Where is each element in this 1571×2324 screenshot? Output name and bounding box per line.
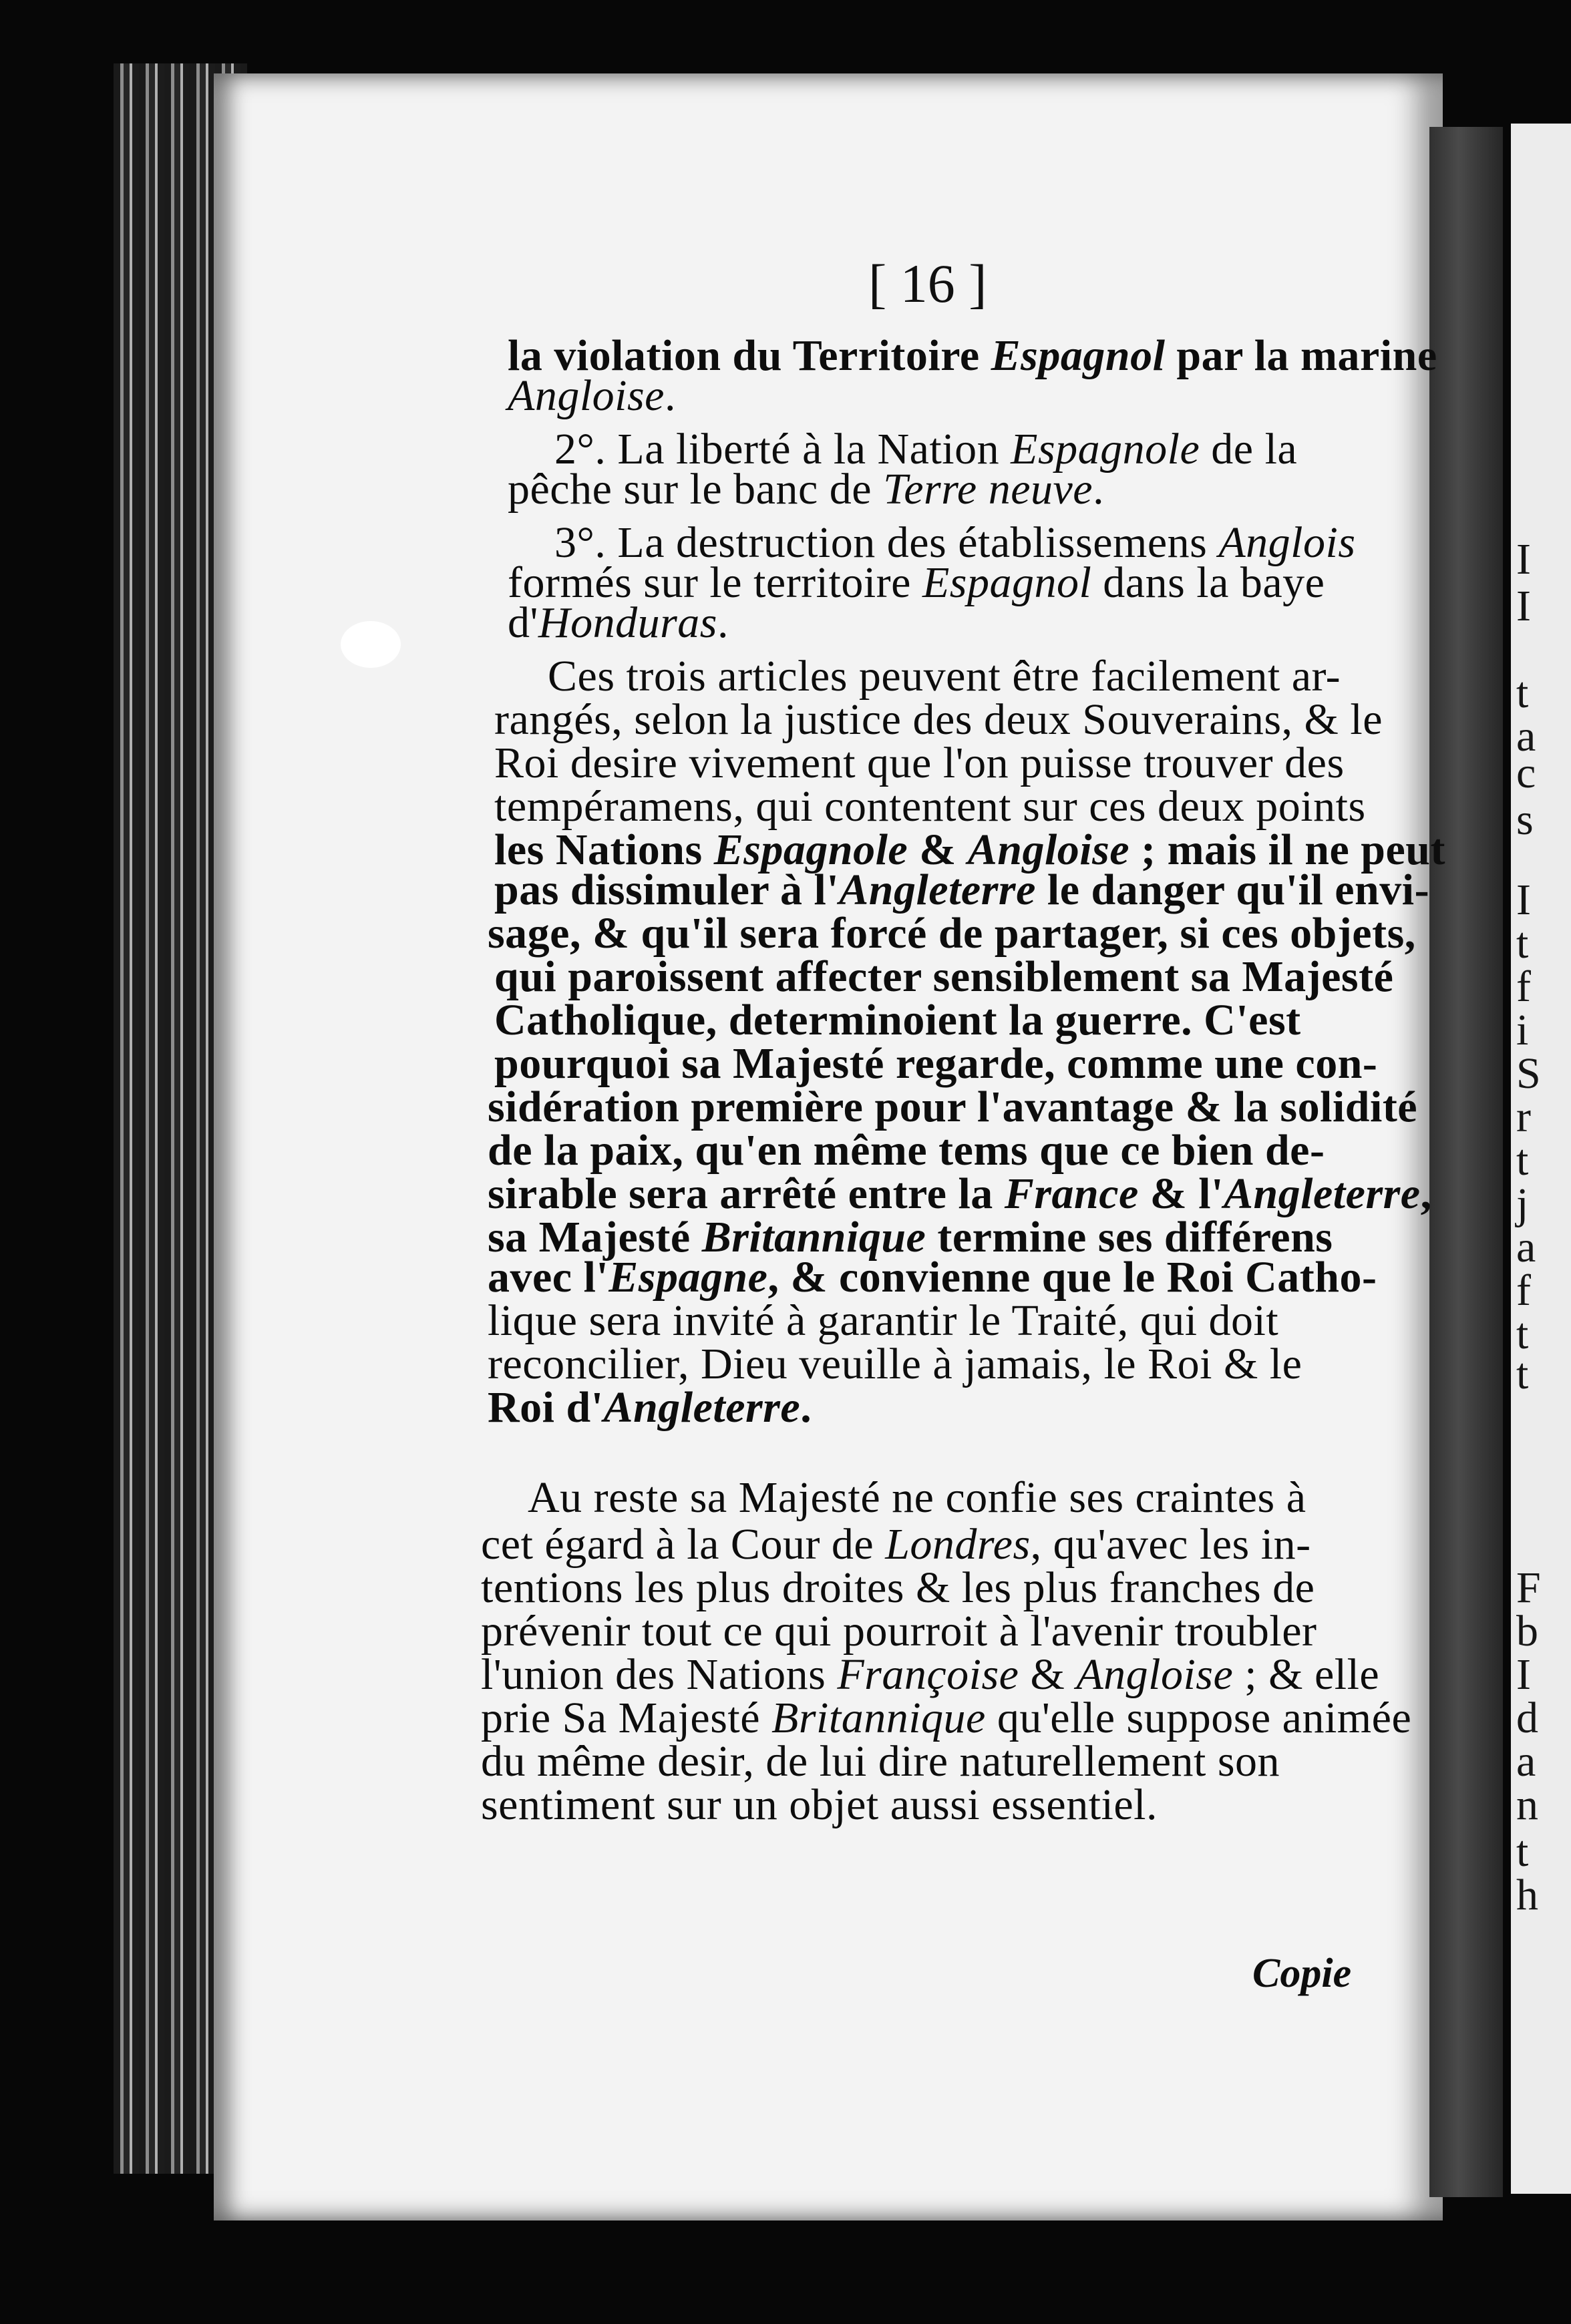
facing-page-letter: h — [1516, 1871, 1538, 1919]
text-line — [481, 1650, 1380, 1699]
italic-text: Espagnol — [991, 331, 1166, 380]
text-span: le danger qu'il envi- — [1035, 865, 1430, 914]
facing-page-letter: I — [1516, 876, 1531, 924]
book-gutter — [1429, 127, 1503, 2197]
text-line — [494, 952, 1394, 1001]
facing-page-letter: j — [1516, 1179, 1529, 1228]
text-span: du même desir, de lui dire naturellement son — [481, 1737, 1280, 1786]
text-span: . — [1093, 465, 1105, 514]
facing-page-letter: c — [1516, 749, 1536, 797]
text-span: tentions les plus droites & les plus franches de — [481, 1563, 1315, 1612]
text-span: Au reste sa Majesté ne confie ses craintes à — [528, 1473, 1306, 1522]
facing-page-letter: r — [1516, 1093, 1531, 1141]
text-line — [494, 695, 1383, 744]
facing-page-letter: a — [1516, 1223, 1536, 1272]
text-line — [494, 782, 1366, 831]
text-span: & — [1019, 1650, 1077, 1699]
text-line — [488, 1342, 1302, 1386]
facing-page-letter: a — [1516, 1737, 1536, 1786]
facing-page-letter: t — [1516, 1136, 1529, 1185]
italic-text: Françoise — [837, 1650, 1019, 1699]
facing-page-letter: n — [1516, 1780, 1538, 1829]
facing-page-letter: t — [1516, 919, 1529, 968]
text-line — [494, 998, 1301, 1042]
text-span: sage, & qu'il sera forcé de partager, si ces objets, — [488, 909, 1416, 958]
text-span: pas dissimuler à l' — [494, 865, 840, 914]
text-line — [488, 1296, 1279, 1345]
text-span: & — [908, 825, 968, 874]
text-span: lique sera invité à garantir le Traité, qui doit — [488, 1296, 1279, 1345]
text-line — [488, 1126, 1325, 1175]
italic-text: Angloise — [1076, 1650, 1234, 1699]
facing-page-letter: t — [1516, 668, 1529, 717]
text-span: sirable sera arrêté entre la — [488, 1169, 1005, 1218]
facing-page-letter: b — [1516, 1607, 1538, 1656]
text-line — [488, 1169, 1432, 1218]
italic-text: Espagnole — [1011, 425, 1200, 473]
paper-speck — [341, 621, 401, 668]
text-line — [488, 909, 1416, 958]
text-line — [481, 1780, 1158, 1829]
text-line — [508, 371, 676, 420]
text-span: ; & elle — [1233, 1650, 1380, 1699]
italic-text: Anglois — [1218, 518, 1356, 567]
text-line — [481, 1737, 1280, 1786]
text-span: sa Majesté — [488, 1213, 702, 1262]
text-span: . — [800, 1383, 812, 1432]
text-span: tempéramens, qui contentent sur ces deux points — [494, 782, 1366, 831]
text-span: Catholique, determinoient la guerre. C'est — [494, 996, 1301, 1044]
text-span: ; mais il ne peut — [1129, 825, 1445, 874]
text-line — [508, 598, 729, 647]
text-span: avec l' — [488, 1253, 609, 1302]
text-span: , qu'avec les in- — [1030, 1520, 1311, 1569]
text-span: la violation du Territoire — [508, 331, 991, 380]
text-line — [481, 1563, 1315, 1612]
italic-text: Britannique — [701, 1213, 926, 1262]
italic-text: Espagnol — [922, 558, 1092, 607]
facing-page-letter: S — [1516, 1049, 1541, 1098]
text-line — [488, 1255, 1377, 1300]
text-line — [494, 741, 1345, 785]
text-span: . — [717, 598, 729, 647]
text-span: qui paroissent affecter sensiblement sa Majesté — [494, 952, 1394, 1001]
text-line — [488, 1383, 812, 1432]
text-span: les Nations — [494, 825, 714, 874]
text-span: pourquoi sa Majesté regarde, comme une con- — [494, 1039, 1378, 1088]
text-line — [494, 865, 1430, 914]
text-span: Roi desire vivement que l'on puisse trouver des — [494, 739, 1345, 787]
facing-page-letter: a — [1516, 712, 1536, 761]
text-span: prévenir tout ce qui pourroit à l'avenir troubler — [481, 1607, 1317, 1656]
italic-text: Angleterre — [603, 1383, 801, 1432]
text-span: Ces trois articles peuvent être facilement ar- — [548, 652, 1341, 701]
facing-page-letter: I — [1516, 1650, 1531, 1699]
text-line — [488, 1085, 1417, 1129]
text-line — [528, 1473, 1306, 1522]
text-span: sentiment sur un objet aussi essentiel. — [481, 1780, 1158, 1829]
facing-page-letter: I — [1516, 535, 1531, 584]
text-line — [481, 1696, 1411, 1740]
catchword: Copie — [1252, 1951, 1352, 1996]
text-span: l'union des Nations — [481, 1650, 838, 1699]
facing-page-letter: f — [1516, 962, 1531, 1011]
text-span: par la marine — [1165, 331, 1437, 380]
text-span: de la — [1200, 425, 1298, 473]
text-span: , — [1420, 1169, 1432, 1218]
text-span: termine ses différens — [926, 1213, 1333, 1262]
italic-text: France — [1004, 1169, 1139, 1218]
text-span: de la paix, qu'en même tems que ce bien de- — [488, 1126, 1325, 1175]
text-span: formés sur le territoire — [508, 558, 922, 607]
text-span: sidération première pour l'avantage & la solidité — [488, 1083, 1418, 1131]
text-span: reconcilier, Dieu veuille à jamais, le Roi & le — [488, 1340, 1302, 1388]
text-line — [481, 1609, 1317, 1654]
text-span: rangés, selon la justice des deux Souverains, & le — [494, 695, 1383, 744]
facing-page-letter: I — [1516, 582, 1531, 630]
facing-page-letter: t — [1516, 1827, 1529, 1876]
italic-text: Honduras — [538, 598, 717, 647]
text-span: prie Sa Majesté — [481, 1694, 772, 1742]
facing-page-letter: F — [1516, 1563, 1541, 1612]
text-span: qu'elle suppose animée — [985, 1694, 1412, 1742]
text-span: . — [664, 371, 676, 420]
text-line — [494, 1039, 1378, 1088]
text-span: dans la baye — [1091, 558, 1325, 607]
italic-text: Angloise — [508, 371, 665, 420]
page-number: [ 16 ] — [868, 253, 987, 314]
text-span: & l' — [1138, 1169, 1224, 1218]
italic-text: Espagne — [608, 1253, 768, 1302]
italic-text: Angloise — [967, 825, 1130, 874]
text-line — [481, 1520, 1311, 1569]
text-line — [548, 654, 1341, 699]
text-span: cet égard à la Cour de — [481, 1520, 886, 1569]
text-span: 3°. La destruction des établissemens — [554, 518, 1219, 567]
italic-text: Londres — [885, 1520, 1031, 1569]
italic-text: Espagnole — [713, 825, 908, 874]
italic-text: Angleterre — [839, 865, 1036, 914]
facing-page-letter: t — [1516, 1310, 1529, 1358]
facing-page-letter: f — [1516, 1266, 1531, 1315]
text-line — [508, 467, 1104, 512]
facing-page-letter: i — [1516, 1006, 1529, 1054]
text-span: pêche sur le banc de — [508, 465, 884, 514]
text-span: , & convienne que le Roi Catho- — [767, 1253, 1377, 1302]
text-span: d' — [508, 598, 538, 647]
text-span: Roi d' — [488, 1383, 604, 1432]
facing-page-letter: t — [1516, 1350, 1529, 1398]
text-span: 2°. La liberté à la Nation — [554, 425, 1011, 473]
facing-page-letter: d — [1516, 1694, 1538, 1742]
italic-text: Angleterre — [1223, 1169, 1421, 1218]
facing-page-letter: s — [1516, 795, 1534, 844]
italic-text: Terre neuve — [883, 465, 1093, 514]
italic-text: Britannique — [771, 1694, 986, 1742]
